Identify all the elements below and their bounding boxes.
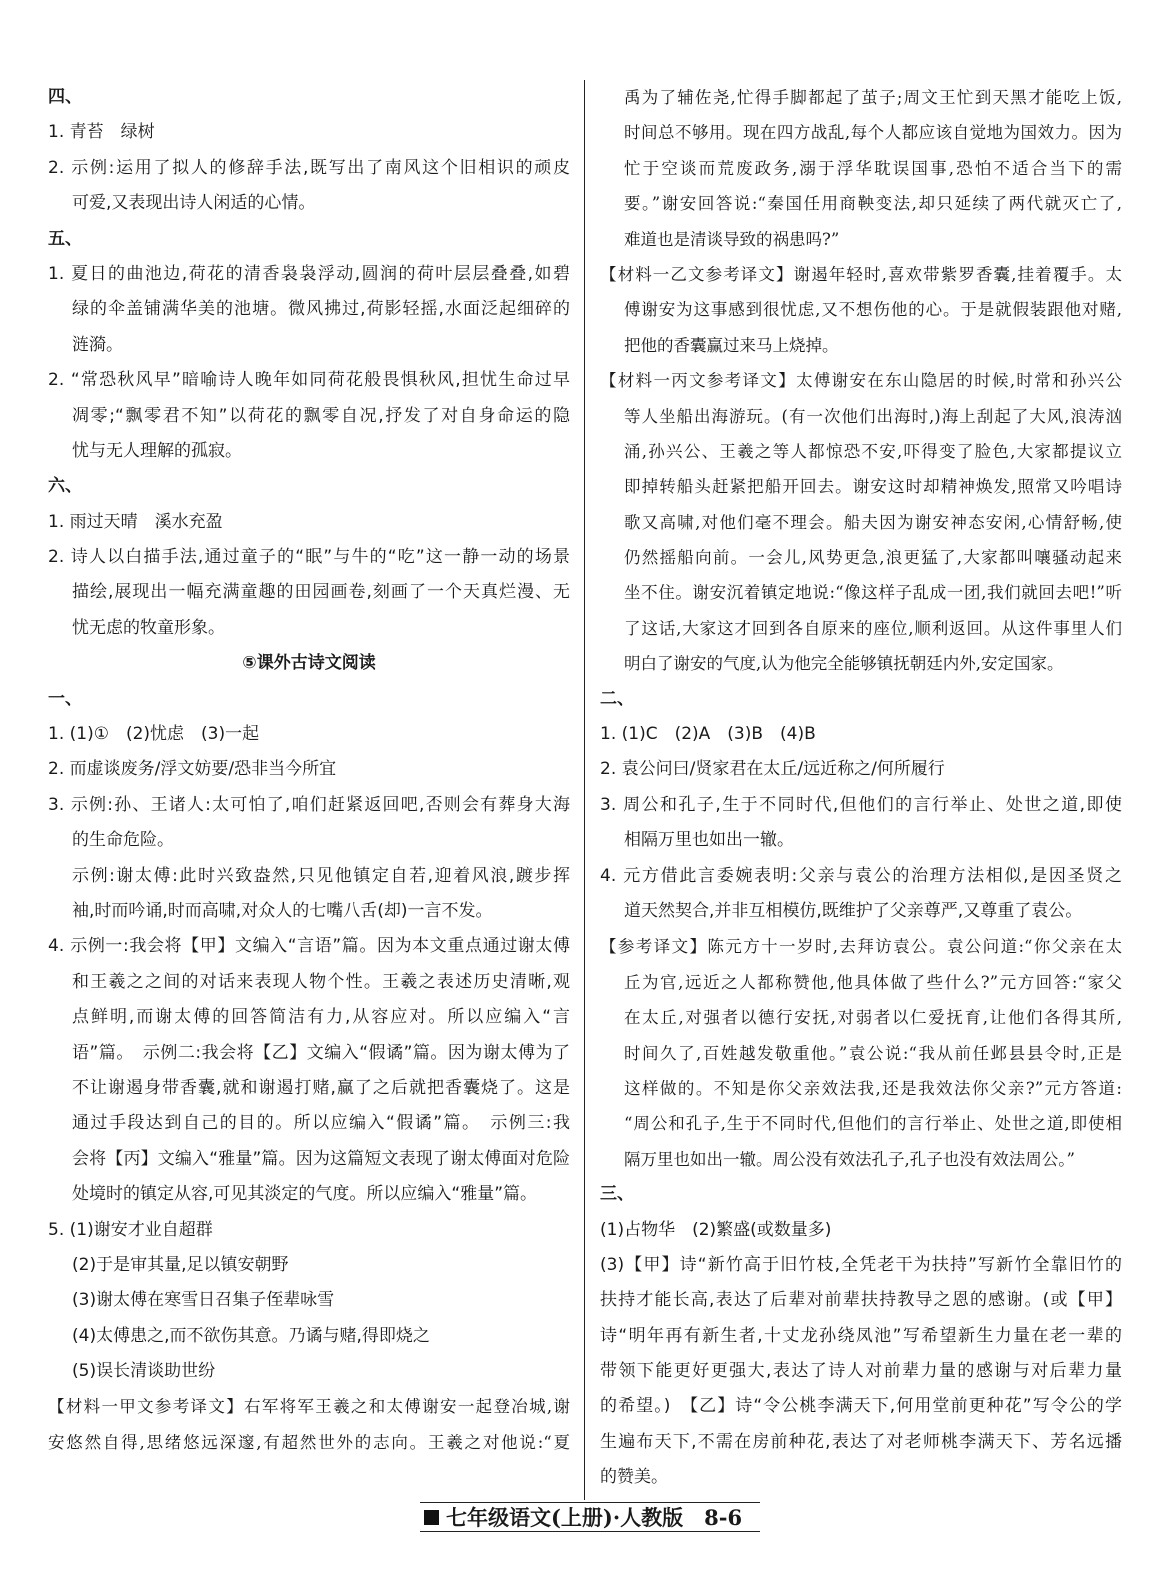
section-heading: 四、	[48, 87, 82, 107]
text-line: 【材料一乙文参考译文】谢遏年轻时,喜欢带紫罗香囊,挂着覆手。太	[600, 264, 1122, 284]
text-line: 歌又高啸,对他们毫不理会。船夫因为谢安神态安闲,心情舒畅,使	[624, 512, 1122, 532]
text-line: 1. 雨过天晴 溪水充盈	[48, 511, 223, 532]
text-line: 可爱,又表现出诗人闲适的心情。	[72, 193, 316, 214]
text-line: 安悠然自得,思绪悠远深邃,有超然世外的志向。王羲之对他说:“夏	[48, 1432, 570, 1452]
text-line: 2. 诗人以白描手法,通过童子的“眠”与牛的“吃”这一静一动的场景	[48, 547, 570, 568]
text-line: (2)于是审其量,足以镇安朝野	[72, 1254, 289, 1275]
text-line: 在太丘,对强者以德行安抚,对弱者以仁爱抚育,让他们各得其所,	[624, 1008, 1122, 1028]
text-line: 【材料一甲文参考译文】右军将军王羲之和太傅谢安一起登冶城,谢	[48, 1397, 570, 1417]
text-line: 的赞美。	[600, 1467, 668, 1488]
section-title: ⑤课外古诗文阅读	[242, 653, 376, 674]
text-line: 即掉转船头赶紧把船开回去。谢安这时却精神焕发,照常又吟唱诗	[624, 477, 1122, 497]
text-line: 带领下能更好更强大,表达了诗人对前辈力量的感谢与对后辈力量	[600, 1361, 1122, 1382]
text-line: 忧与无人理解的孤寂。	[72, 440, 242, 461]
text-line: 坐不住。谢安沉着镇定地说:“像这样子乱成一团,我们就回去吧!”听	[624, 583, 1122, 603]
right-column	[600, 80, 1122, 1496]
text-line: 相隔万里也如出一辙。	[624, 830, 794, 851]
text-line: 点鲜明,而谢太傅的回答简洁有力,从容应对。所以应编入“言	[72, 1007, 570, 1028]
text-line: 凋零;“飘零君不知”以荷花的飘零自况,抒发了对自身命运的隐	[72, 405, 570, 426]
text-line: 时间久了,百姓越发敬重他。”袁公说:“我从前任邺县县令时,正是	[624, 1043, 1122, 1063]
text-line: (3)【甲】诗“新竹高于旧竹枝,全凭老干为扶持”写新竹全靠旧竹的	[600, 1254, 1122, 1275]
text-line: 3. 示例:孙、王诸人:太可怕了,咱们赶紧返回吧,否则会有葬身大海	[48, 794, 570, 815]
page-footer	[420, 1502, 760, 1532]
text-line: 2. 而虚谈废务/浮文妨要/恐非当今所宜	[48, 759, 337, 780]
footer-square-icon	[424, 1510, 439, 1525]
text-line: 【材料一丙文参考译文】太傅谢安在东山隐居的时候,时常和孙兴公	[600, 371, 1122, 391]
text-line: 等人坐船出海游玩。(有一次他们出海时,)海上刮起了大风,浪涛汹	[624, 406, 1122, 426]
text-line: 2. 袁公问曰/贤家君在太丘/远近称之/何所履行	[600, 759, 945, 780]
text-line: 1. 青苔 绿树	[48, 122, 155, 143]
text-line: 描绘,展现出一幅充满童趣的田园画卷,刻画了一个天真烂漫、无	[72, 582, 570, 603]
footer-text: 七年级语文(上册)·人教版 8-6	[446, 1505, 743, 1530]
text-line: (3)谢太傅在寒雪日召集子侄辈咏雪	[72, 1290, 335, 1311]
text-line: 1. (1)① (2)忧虑 (3)一起	[48, 724, 260, 745]
text-line: 诗“明年再有新生者,十丈龙孙绕凤池”写希望新生力量在老一辈的	[600, 1325, 1122, 1346]
text-line: (5)误长清谈助世纷	[72, 1361, 216, 1382]
section-heading: 三、	[600, 1184, 634, 1205]
text-line: 难道也是清谈导致的祸患吗?”	[624, 229, 840, 249]
text-line: 丘为官,远近之人都称赞他,他具体做了些什么?”元方回答:“家父	[624, 972, 1122, 992]
section-heading: 二、	[600, 688, 634, 709]
text-line: 的希望。) 【乙】诗“令公桃李满天下,何用堂前更种花”写令公的学	[600, 1396, 1122, 1417]
text-line: (4)太傅患之,而不欲伤其意。乃谲与赌,得即烧之	[72, 1325, 430, 1346]
text-line: 会将【丙】文编入“雅量”篇。因为这篇短文表现了谢太傅面对危险	[72, 1148, 570, 1169]
text-line: 2. 示例:运用了拟人的修辞手法,既写出了南风这个旧相识的顽皮	[48, 157, 570, 178]
text-line: 【参考译文】陈元方十一岁时,去拜访袁公。袁公问道:“你父亲在太	[600, 937, 1122, 957]
section-heading: 一、	[48, 688, 82, 709]
text-line: 4. 元方借此言委婉表明:父亲与袁公的治理方法相似,是因圣贤之	[600, 865, 1122, 886]
text-line: 处境时的镇定从容,可见其淡定的气度。所以应编入“雅量”篇。	[72, 1184, 538, 1205]
text-line: 把他的香囊赢过来马上烧掉。	[624, 335, 839, 355]
text-line: 通过手段达到自己的目的。所以应编入“假谲”篇。 示例三:我	[72, 1113, 570, 1134]
text-line: 3. 周公和孔子,生于不同时代,但他们的言行举止、处世之道,即使	[600, 794, 1122, 815]
text-line: 2. “常恐秋风早”暗喻诗人晚年如同荷花般畏惧秋风,担忧生命过早	[48, 370, 570, 391]
text-line: 禹为了辅佐尧,忙得手脚都起了茧子;周文王忙到天黑才能吃上饭,	[624, 88, 1122, 107]
text-line: 1. 夏日的曲池边,荷花的清香袅袅浮动,圆润的荷叶层层叠叠,如碧	[48, 263, 570, 284]
text-line: 4. 示例一:我会将【甲】文编入“言语”篇。因为本文重点通过谢太傅	[48, 936, 570, 957]
text-line: “周公和孔子,生于不同时代,但他们的言行举止、处世之道,即使相	[624, 1114, 1122, 1134]
text-line: 的生命危险。	[72, 830, 174, 851]
text-line: 涟漪。	[72, 334, 123, 355]
text-line: 扶持才能长高,表达了后辈对前辈扶持教导之恩的感谢。(或【甲】	[600, 1290, 1122, 1311]
text-line: 忙于空谈而荒废政务,溺于浮华耽误国事,恐怕不适合当下的需	[624, 158, 1122, 178]
text-line: 傅谢安为这事感到很忧虑,又不想伤他的心。于是就假装跟他对赌,	[624, 300, 1122, 320]
text-line: 绿的伞盖铺满华美的池塘。微风拂过,荷影轻摇,水面泛起细碎的	[72, 299, 570, 320]
section-heading: 五、	[48, 228, 82, 249]
text-line: 袖,时而吟诵,时而高啸,对众人的七嘴八舌(却)一言不发。	[72, 900, 493, 921]
text-line: 道天然契合,并非互相模仿,既维护了父亲尊严,又尊重了袁公。	[624, 900, 1083, 921]
text-line: 隔万里也如出一辙。周公没有效法孔子,孔子也没有效法周公。”	[624, 1149, 1075, 1169]
text-line: 忧无虑的牧童形象。	[72, 617, 225, 638]
column-divider	[584, 80, 585, 1500]
text-line: 示例:谢太傅:此时兴致盎然,只见他镇定自若,迎着风浪,踱步挥	[72, 865, 570, 886]
text-line: 仍然摇船向前。一会儿,风势更急,浪更猛了,大家都叫嚷骚动起来	[624, 548, 1122, 568]
text-line: 这样做的。不知是你父亲效法我,还是我效法你父亲?”元方答道:	[624, 1078, 1122, 1098]
text-line: 生遍布天下,不需在房前种花,表达了对老师桃李满天下、芳名远播	[600, 1431, 1122, 1452]
text-line: 明白了谢安的气度,认为他完全能够镇抚朝廷内外,安定国家。	[624, 654, 1064, 674]
text-line: 5. (1)谢安才业自超群	[48, 1219, 213, 1240]
text-line: 语”篇。 示例二:我会将【乙】文编入“假谲”篇。因为谢太傅为了	[72, 1042, 570, 1063]
text-line: 了这话,大家这才回到各自原来的座位,顺利返回。从这件事里人们	[624, 618, 1122, 638]
text-line: (1)占物华 (2)繁盛(或数量多)	[600, 1219, 832, 1240]
text-line: 和王羲之之间的对话来表现人物个性。王羲之表述历史清晰,观	[72, 971, 570, 992]
section-heading: 六、	[48, 476, 82, 497]
left-column	[48, 80, 570, 1460]
text-line: 涌,孙兴公、王羲之等人都惊恐不安,吓得变了脸色,大家都提议立	[624, 441, 1122, 461]
text-line: 不让谢遏身带香囊,就和谢遏打赌,赢了之后就把香囊烧了。这是	[72, 1077, 570, 1098]
text-line: 时间总不够用。现在四方战乱,每个人都应该自觉地为国效力。因为	[624, 123, 1122, 143]
text-line: 1. (1)C (2)A (3)B (4)B	[600, 724, 816, 745]
text-line: 要。”谢安回答说:“秦国任用商鞅变法,却只延续了两代就灭亡了,	[624, 194, 1122, 214]
